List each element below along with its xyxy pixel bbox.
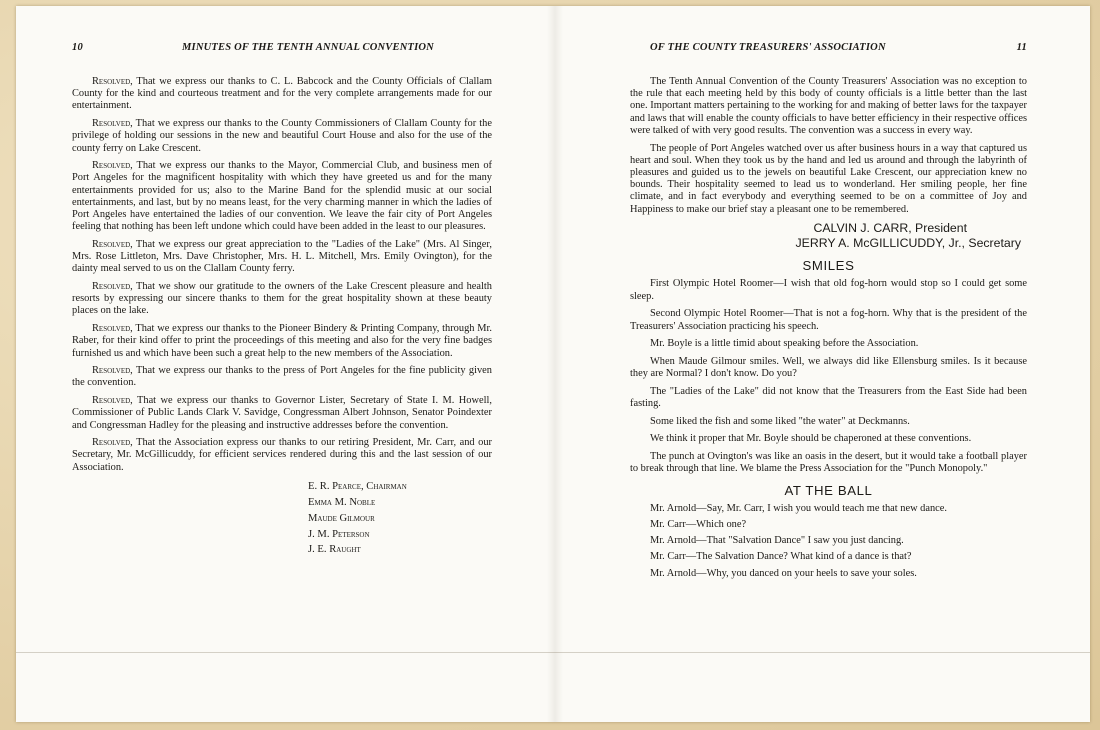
section-title-at-the-ball: AT THE BALL <box>784 482 873 498</box>
body-paragraph: The people of Port Angeles watched over us after business hours in a way that captured us heart and soul. When they took us by the hand and led us around and through the labyrinth of pleasures and guided us to the jewels on beautiful Lake Crescent, our appreciation knew no bounds. Their hospitality seemed to lead us to wonderland. Her smiling people, her fine climate, and in fact everybody and everything seemed to be on a committee of Joy and Happiness to make our brief stay a pleasant one to be remembered. <box>630 142 1027 215</box>
page-number: 10 <box>72 42 83 53</box>
resolution <box>72 437 492 474</box>
ball-dialog <box>630 503 1027 580</box>
resolution-lead: Resolved, <box>92 160 133 172</box>
resolution-text: That we express our thanks to the County Commissioners of Clallam County for the privilege of holding our sessions in the new and beautiful Court House and also for the use of the county ferry on Lake Crescent. <box>72 118 492 154</box>
page-number: 11 <box>1016 42 1027 53</box>
resolution-lead: Resolved, <box>92 395 133 407</box>
dialog-line: Mr. Arnold—Why, you danced on your heels to save your soles. <box>650 567 917 579</box>
resolution <box>72 160 492 233</box>
section-title-smiles: SMILES <box>802 258 855 274</box>
resolution <box>72 76 492 113</box>
resolution-text: That we express our thanks to C. L. Babcock and the County Officials of Clallam County for the kind and courteous treatment and for the very complete arrangements made for our entertainment. <box>72 76 492 112</box>
committee-member: J. E. Raught <box>308 544 361 556</box>
resolution-lead: Resolved, <box>92 281 133 293</box>
page-gutter <box>547 6 563 722</box>
committee-member: Maude Gilmour <box>308 512 375 524</box>
resolution-lead: Resolved, <box>92 238 133 250</box>
resolution-lead: Resolved, <box>92 365 133 377</box>
resolution <box>72 281 492 318</box>
book-spread <box>16 6 1090 722</box>
right-running-head <box>630 42 1027 56</box>
left-page <box>72 6 492 722</box>
resolution <box>72 365 492 389</box>
resolution-lead: Resolved, <box>92 437 133 449</box>
smiles-item: We think it proper that Mr. Boyle should be chaperoned at these conventions. <box>650 433 972 445</box>
dialog-line: Mr. Arnold—Say, Mr. Carr, I wish you would teach me that new dance. <box>650 502 948 514</box>
resolution-text: That we express our great appreciation to the "Ladies of the Lake" (Mrs. Al Singer, Mrs. Rose Littleton, Mrs. Dave Christopher, Mrs. H. L. Mitchell, Mrs. Emily Ovington), for the dainty meal served to us on the Clallam County ferry. <box>72 238 492 275</box>
resolution-lead: Resolved, <box>92 323 133 335</box>
smiles-item: Mr. Boyle is a little timid about speaking before the Association. <box>650 338 919 350</box>
committee-signatures <box>308 479 492 558</box>
resolution-text: That we express our thanks to the Pioneer Bindery & Printing Company, through Mr. Raber, for their kind offer to print the proceedings of this meeting and also for the very fine badges furnished us and which have been such a great help to the new members of the Association. <box>72 323 492 359</box>
committee-member: E. R. Pearce, Chairman <box>308 481 407 493</box>
smiles-item: Second Olympic Hotel Roomer—That is not a fog-horn. Why that is the president of the Treasurers' Association practicing his speech. <box>630 308 1027 332</box>
resolution <box>72 323 492 360</box>
resolution <box>72 239 492 276</box>
resolution-text: That the Association express our thanks to our retiring President, Mr. Carr, and our Secretary, Mr. McGillicuddy, for efficient services rendered during this and the last session of our Association. <box>72 437 492 473</box>
running-head-title: MINUTES OF THE TENTH ANNUAL CONVENTION <box>182 42 434 53</box>
smiles-item: The "Ladies of the Lake" did not know that the Treasurers from the East Side had been fasting. <box>630 385 1027 410</box>
smiles-item: Some liked the fish and some liked "the water" at Deckmanns. <box>650 415 910 427</box>
committee-member: J. M. Peterson <box>308 528 370 540</box>
smiles-item: The punch at Ovington's was like an oasis in the desert, but it would take a football player to break through that line. We blame the Press Association for the "Punch Monopoly." <box>630 451 1027 475</box>
resolution <box>72 118 492 155</box>
resolution <box>72 395 492 432</box>
dialog-line: Mr. Carr—The Salvation Dance? What kind of a dance is that? <box>650 551 912 563</box>
committee-member: Emma M. Noble <box>308 497 376 509</box>
smiles-item: When Maude Gilmour smiles. Well, we always did like Ellensburg smiles. Is it because they are Normal? I don't know. Do you? <box>630 355 1027 380</box>
running-head-title: OF THE COUNTY TREASURERS' ASSOCIATION <box>650 42 886 53</box>
body-paragraph: The Tenth Annual Convention of the County Treasurers' Association was no exception to the rule that each meeting held by this body of county officials is a little better than the last one. Important matters pertaining to the working for and making of better laws for the taxpayer and laws that will enable the county officials to have better efficiency in their respective offices were talked of with very good results. The convention was a success in every way. <box>630 76 1027 136</box>
dialog-line: Mr. Arnold—That "Salvation Dance" I saw you just dancing. <box>650 535 904 547</box>
resolution-text: That we show our gratitude to the owners of the Lake Crescent pleasure and health resorts by expressing our sincere thanks to them for the great hospitality shown at these beauty places on the lake. <box>72 281 492 317</box>
smiles-item: First Olympic Hotel Roomer—I wish that old fog-horn would stop so I could get some sleep. <box>630 278 1027 302</box>
resolution-text: That we express our thanks to the Mayor, Commercial Club, and business men of Port Angeles for the magnificent hospitality with which they have greeted us and for the many entertainments provided for us; also to the Marine Band for the splendid music at our social entertainments, and last, but by no means least, for the very charming manner in which the ladies of Port Angeles have entertained the ladies of our convention. We leave the fair city of Port Angeles feeling that nothing has been left undone which could have been added in the least to our pleasures. <box>72 160 492 233</box>
left-running-head <box>72 42 492 56</box>
resolution-text: That we express our thanks to the press of Port Angeles for the fine publicity given the convention. <box>72 365 492 389</box>
officer-signature: JERRY A. McGILLICUDDY, Jr., Secretary <box>795 236 1021 251</box>
right-page <box>630 6 1027 722</box>
dialog-line: Mr. Carr—Which one? <box>650 518 747 530</box>
resolution-text: That we express our thanks to Governor Lister, Secretary of State I. M. Howell, Commissioner of Public Lands Clark V. Savidge, Congressman Albert Johnson, Senator Poindexter and Congressman Hadley for the pleasing and instructive addresses before the convention. <box>72 395 492 431</box>
resolution-lead: Resolved, <box>92 76 133 87</box>
resolution-lead: Resolved, <box>92 118 133 130</box>
officer-signature: CALVIN J. CARR, President <box>813 221 967 236</box>
